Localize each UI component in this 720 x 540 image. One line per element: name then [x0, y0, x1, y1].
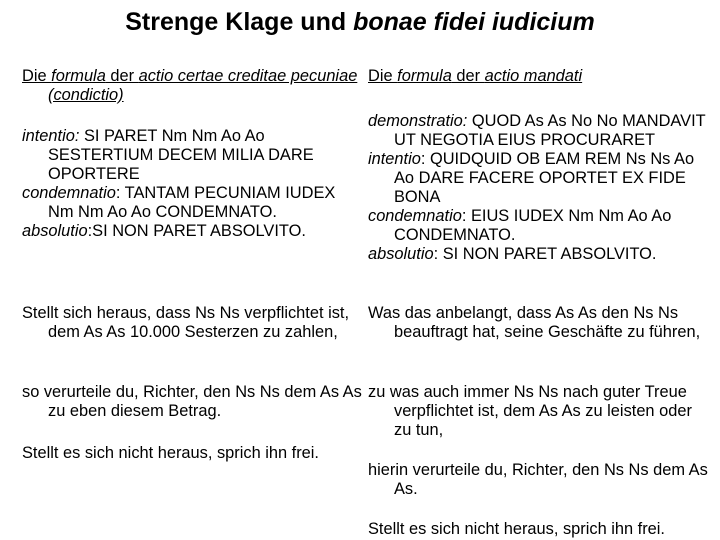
left-condemnatio-text: : TANTAM PECUNIAM IUDEX Nm Nm Ao Ao CONDEMNATO.	[48, 184, 336, 221]
left-condemnatio-label: condemnatio	[22, 184, 116, 202]
right-demonstratio	[368, 112, 708, 150]
left-heading	[22, 67, 362, 105]
right-absolutio	[368, 245, 708, 264]
right-translation-4	[368, 520, 708, 539]
title-part2: bonae fidei iudicium	[353, 8, 595, 36]
left-translation-3	[22, 444, 362, 463]
right-intentio-label: intentio	[368, 150, 421, 168]
left-p1: Stellt sich heraus, dass Ns Ns verpflichtet ist, dem As As 10.000 Sesterzen zu zahlen,	[22, 304, 350, 341]
left-absolutio-text: :SI NON PARET ABSOLVITO.	[87, 222, 306, 240]
right-heading-pre: Die	[368, 67, 398, 85]
right-demonstratio-label: demonstratio:	[368, 112, 468, 130]
right-translation-2	[368, 383, 708, 440]
left-intentio-label: intentio:	[22, 127, 80, 145]
left-absolutio	[22, 222, 362, 241]
left-translation-2	[22, 383, 362, 421]
title-part1: Strenge Klage und	[125, 8, 354, 36]
left-intentio	[22, 127, 362, 184]
right-heading-mid: der	[451, 67, 485, 85]
right-condemnatio-text: : EIUS IUDEX Nm Nm Ao Ao CONDEMNATO.	[394, 207, 672, 244]
page-title	[0, 8, 720, 37]
right-translation-3	[368, 461, 708, 499]
right-absolutio-label: absolutio	[368, 245, 434, 263]
right-intentio	[368, 150, 708, 207]
right-heading-formula: formula	[397, 67, 452, 85]
right-p3: hierin verurteile du, Richter, den Ns Ns dem As As.	[368, 461, 708, 498]
left-p3: Stellt es sich nicht heraus, sprich ihn frei.	[22, 444, 319, 462]
right-formula-text	[368, 112, 708, 264]
right-condemnatio-label: condemnatio	[368, 207, 462, 225]
left-p2: so verurteile du, Richter, den Ns Ns dem As As zu eben diesem Betrag.	[22, 383, 362, 420]
right-heading-actio: actio mandati	[484, 67, 583, 85]
left-intentio-text: SI PARET Nm Nm Ao Ao SESTERTIUM DECEM MILIA DARE OPORTERE	[48, 127, 314, 183]
left-condemnatio	[22, 184, 362, 222]
left-translation-1	[22, 304, 362, 342]
right-heading	[368, 67, 708, 86]
right-p2: zu was auch immer Ns Ns nach guter Treue verpflichtet ist, dem As As zu leisten oder zu tun,	[368, 383, 692, 439]
left-heading-pre: Die	[22, 67, 52, 85]
left-formula-text	[22, 127, 362, 241]
right-condemnatio	[368, 207, 708, 245]
right-demonstratio-text: QUOD As As No No MANDAVIT UT NEGOTIA EIUS PROCURARET	[394, 112, 706, 149]
left-heading-actio: actio certae creditae pecuniae (condictio)	[48, 67, 358, 104]
right-translation-1	[368, 304, 708, 342]
right-p1: Was das anbelangt, dass As As den Ns Ns beauftragt hat, seine Geschäfte zu führen,	[368, 304, 701, 341]
right-p4: Stellt es sich nicht heraus, sprich ihn frei.	[368, 520, 665, 538]
left-heading-mid: der	[105, 67, 139, 85]
left-absolutio-label: absolutio	[22, 222, 88, 240]
right-intentio-text: : QUIDQUID OB EAM REM Ns Ns Ao Ao DARE FACERE OPORTET EX FIDE BONA	[394, 150, 695, 206]
left-heading-formula: formula	[51, 67, 106, 85]
right-absolutio-text: : SI NON PARET ABSOLVITO.	[433, 245, 657, 263]
